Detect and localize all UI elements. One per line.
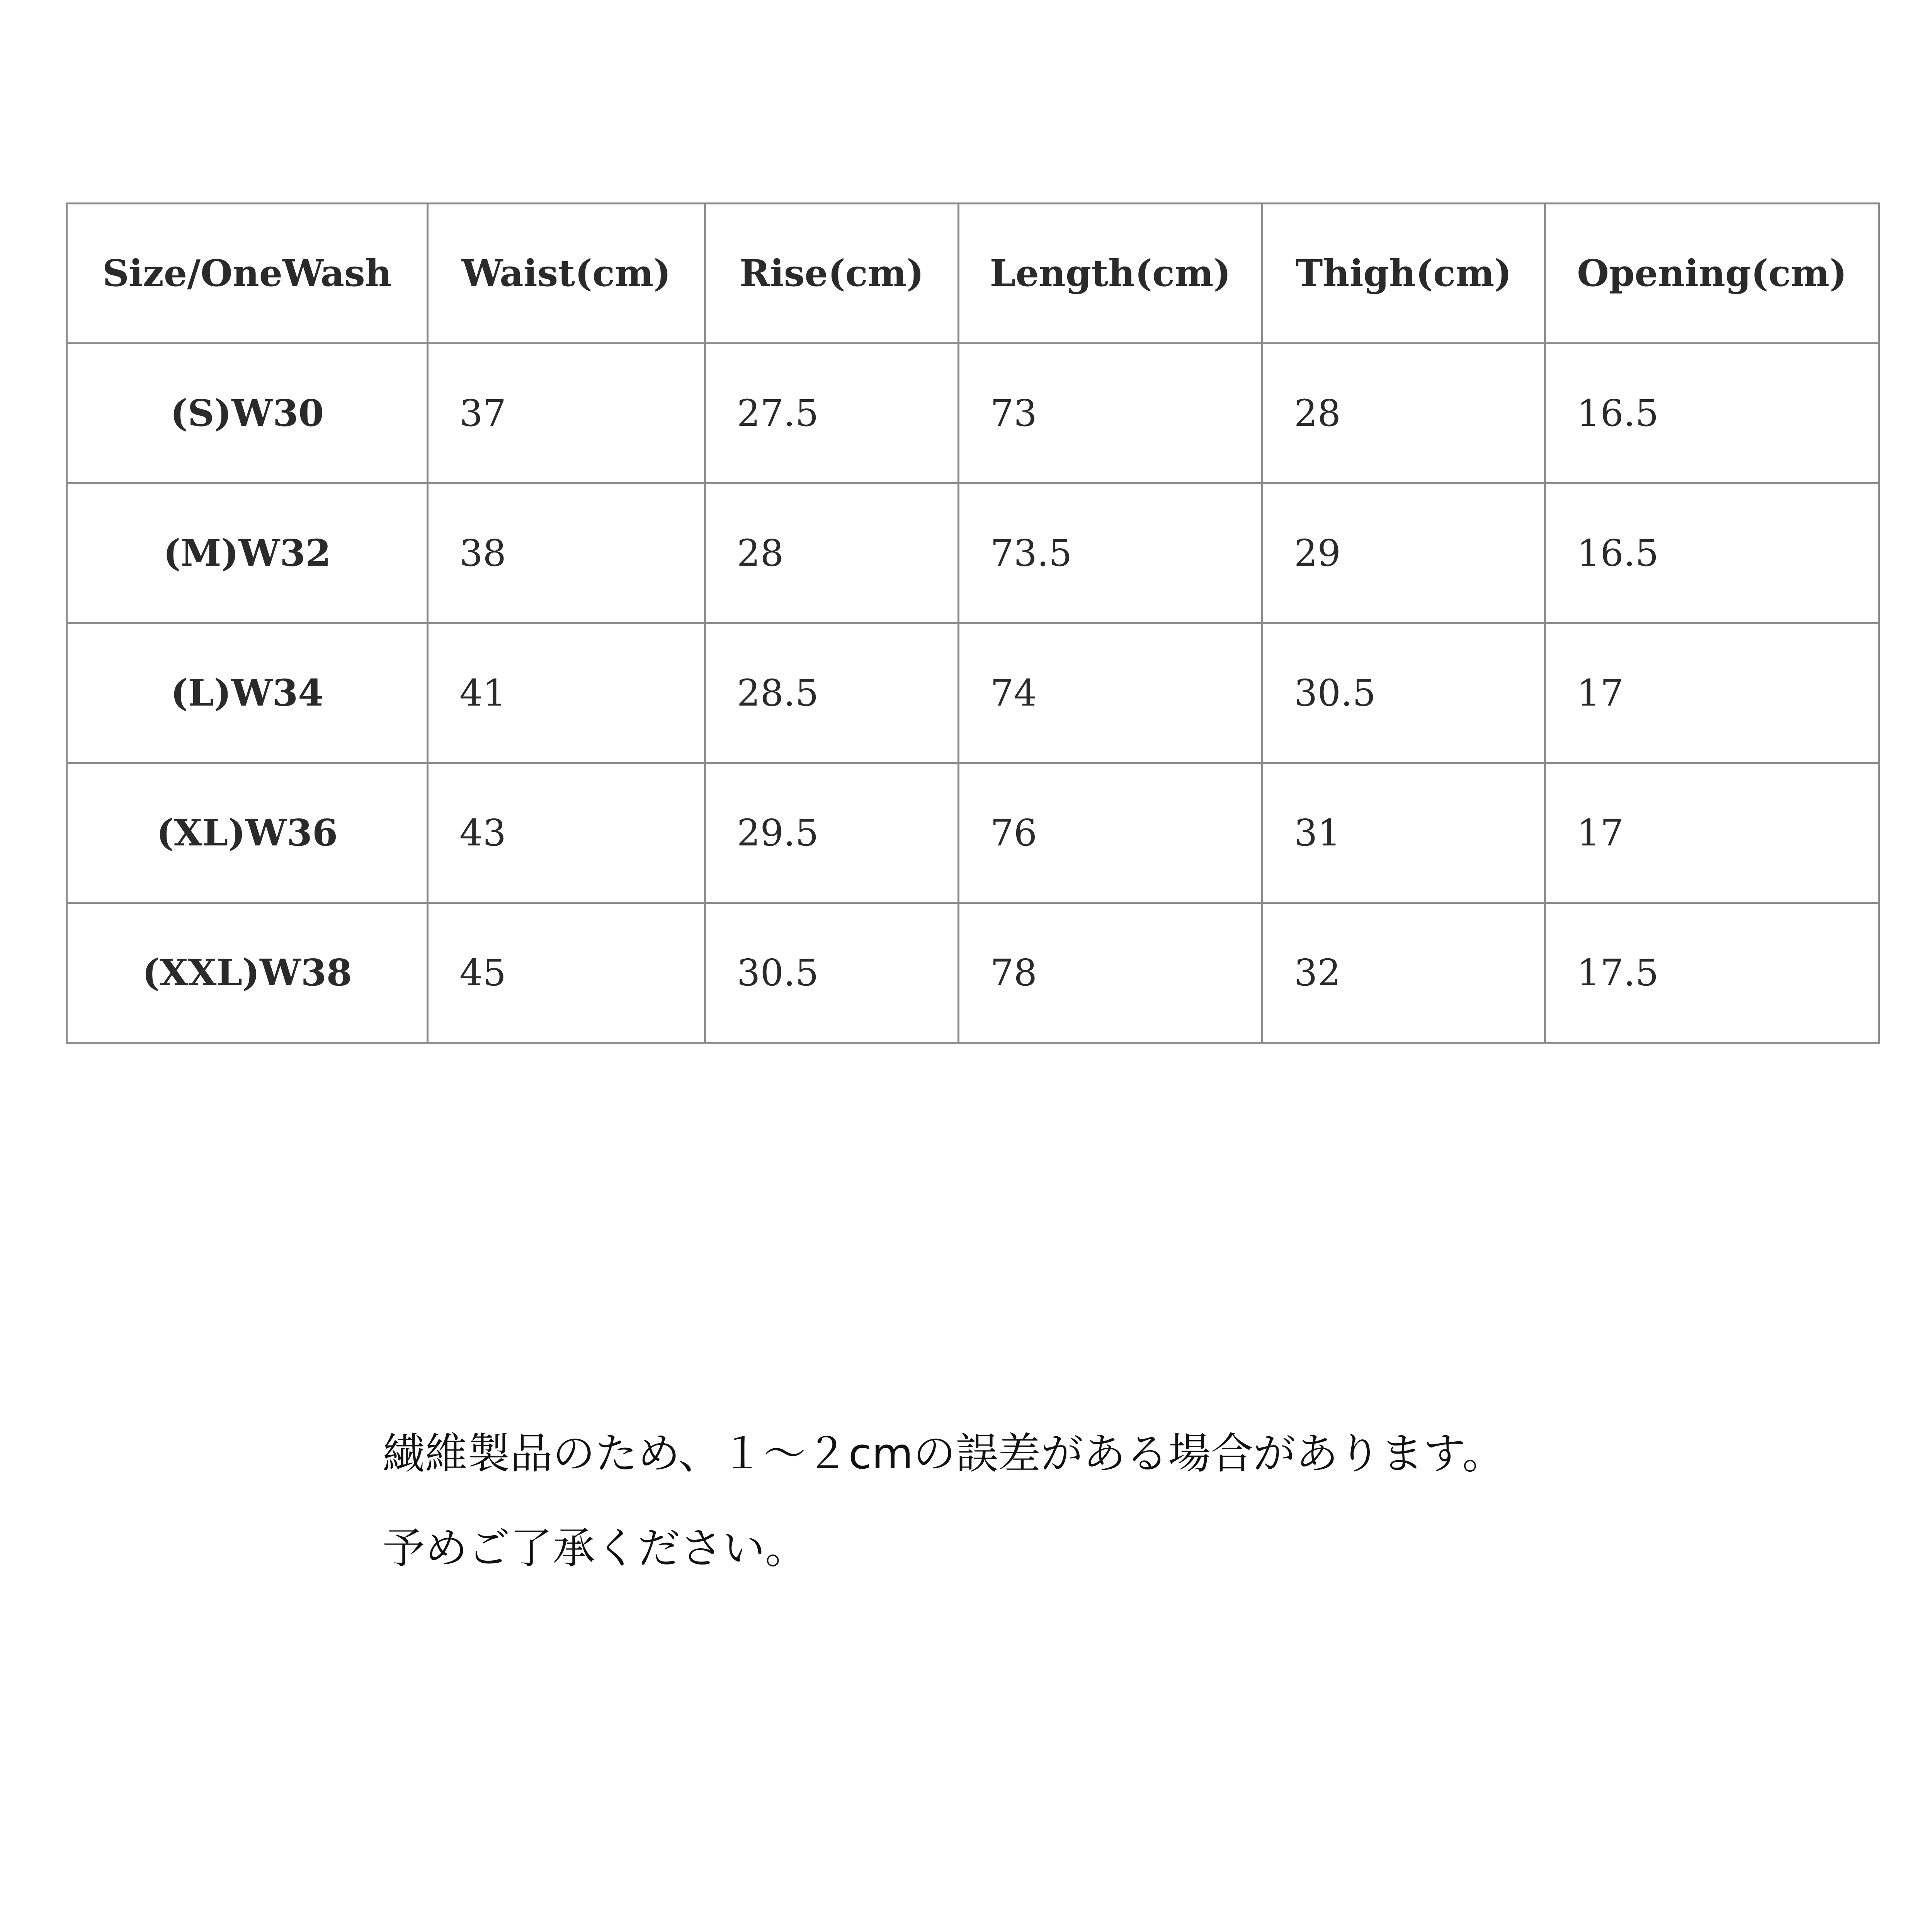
size-label: (L)W34	[67, 623, 428, 763]
rise-value: 28.5	[705, 623, 959, 763]
waist-value: 43	[428, 763, 705, 903]
waist-value: 45	[428, 903, 705, 1043]
opening-value: 16.5	[1545, 483, 1879, 623]
size-label: (M)W32	[67, 483, 428, 623]
notice-line-1: 繊維製品のため、１〜２cmの誤差がある場合があります。	[383, 1429, 1505, 1478]
opening-value: 16.5	[1545, 344, 1879, 483]
waist-value: 37	[428, 344, 705, 483]
length-value: 73.5	[959, 483, 1262, 623]
size-label: (XXL)W38	[67, 903, 428, 1043]
rise-value: 30.5	[705, 903, 959, 1043]
table-row	[67, 483, 1879, 623]
notice-line-2: 予めご了承ください。	[383, 1524, 808, 1573]
length-value: 78	[959, 903, 1262, 1043]
thigh-value: 29	[1262, 483, 1545, 623]
table-row	[67, 763, 1879, 903]
header-opening: Opening(cm)	[1545, 204, 1879, 344]
waist-value: 38	[428, 483, 705, 623]
header-waist: Waist(cm)	[428, 204, 705, 344]
thigh-value: 28	[1262, 344, 1545, 483]
header-thigh: Thigh(cm)	[1262, 204, 1545, 344]
table-row	[67, 623, 1879, 763]
table-row	[67, 903, 1879, 1043]
rise-value: 28	[705, 483, 959, 623]
thigh-value: 32	[1262, 903, 1545, 1043]
size-label: (S)W30	[67, 344, 428, 483]
thigh-value: 31	[1262, 763, 1545, 903]
length-value: 73	[959, 344, 1262, 483]
measurement-notice	[383, 1406, 1774, 1596]
size-chart-table	[66, 202, 1880, 1044]
length-value: 76	[959, 763, 1262, 903]
size-label: (XL)W36	[67, 763, 428, 903]
rise-value: 29.5	[705, 763, 959, 903]
opening-value: 17	[1545, 623, 1879, 763]
rise-value: 27.5	[705, 344, 959, 483]
length-value: 74	[959, 623, 1262, 763]
opening-value: 17.5	[1545, 903, 1879, 1043]
header-size: Size/OneWash	[67, 204, 428, 344]
table-header-row	[67, 204, 1879, 344]
header-length: Length(cm)	[959, 204, 1262, 344]
waist-value: 41	[428, 623, 705, 763]
opening-value: 17	[1545, 763, 1879, 903]
header-rise: Rise(cm)	[705, 204, 959, 344]
thigh-value: 30.5	[1262, 623, 1545, 763]
table-row	[67, 344, 1879, 483]
